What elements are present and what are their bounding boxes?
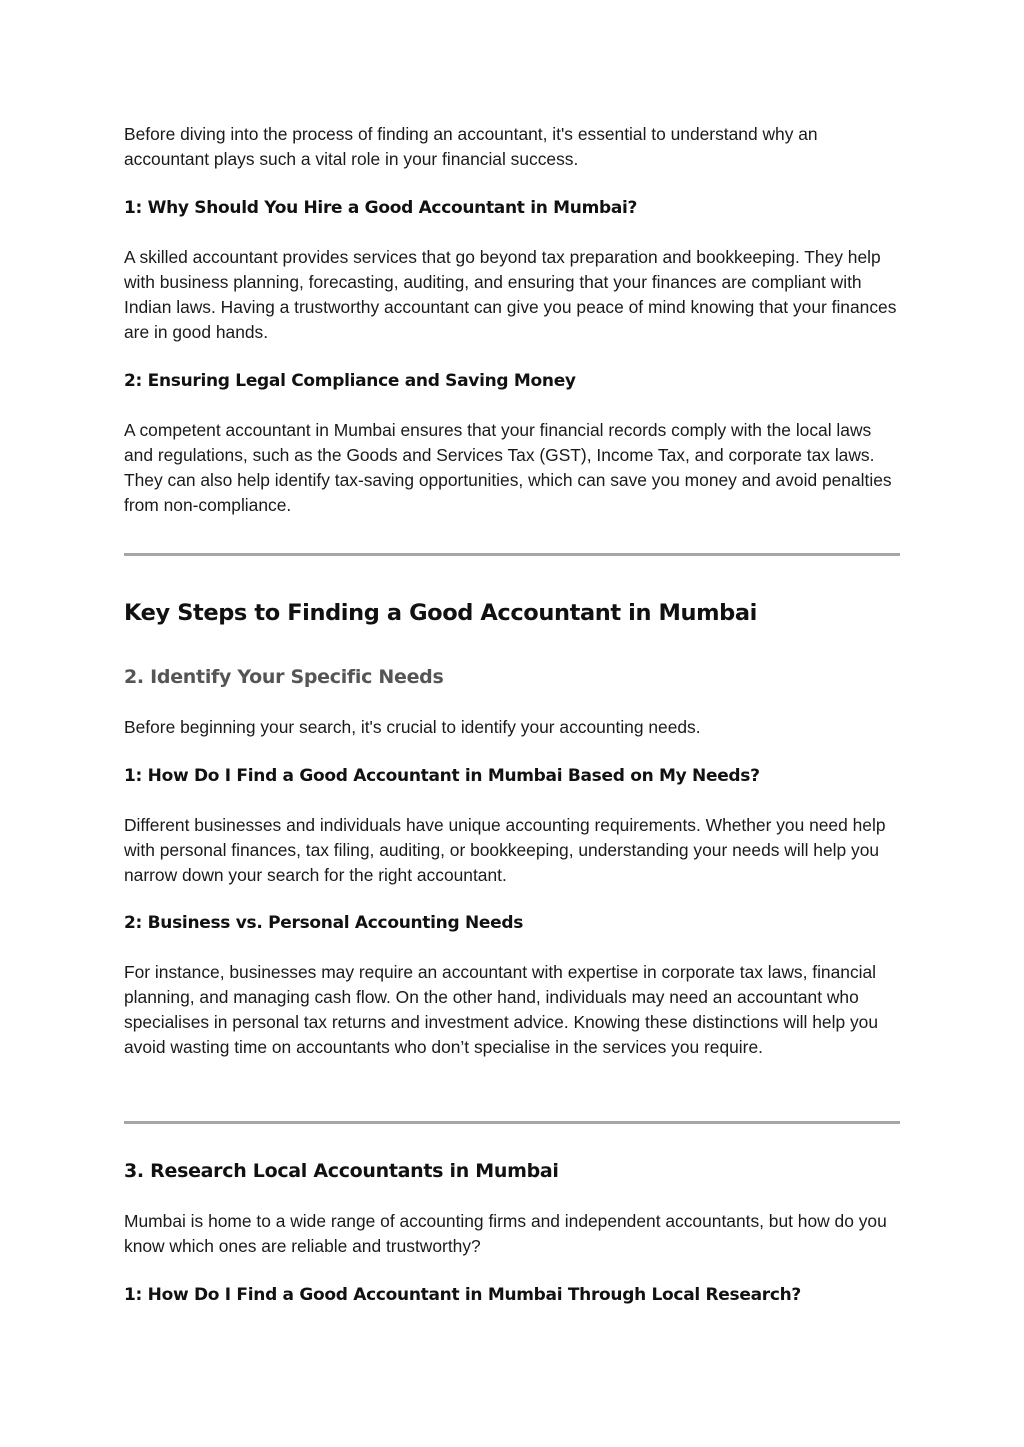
- identify-needs-paragraph: Before beginning your search, it's crucial to identify your accounting needs.: [124, 717, 701, 737]
- section-divider: [124, 1121, 900, 1124]
- business-vs-personal-heading: 2: Business vs. Personal Accounting Needs: [124, 913, 524, 933]
- why-hire-heading: 1: Why Should You Hire a Good Accountant in Mumbai?: [124, 198, 638, 218]
- section-divider: [124, 553, 900, 556]
- legal-compliance-heading: 2: Ensuring Legal Compliance and Saving Money: [124, 371, 576, 391]
- find-by-needs-heading: 1: How Do I Find a Good Accountant in Mumbai Based on My Needs?: [124, 766, 760, 786]
- intro-paragraph: Before diving into the process of finding an accountant, it's essential to understand why an accountant plays such a vital role in your financial success.: [124, 124, 818, 169]
- find-by-needs-paragraph: Different businesses and individuals have unique accounting requirements. Whether you need help with personal finances, tax filing, auditing, or bookkeeping, understanding your needs will help you narrow down your search for the right accountant.: [124, 815, 886, 885]
- why-hire-paragraph: A skilled accountant provides services that go beyond tax preparation and bookkeeping. They help with business planning, forecasting, auditing, and ensuring that your finances are compliant with Indian laws. Having a trustworthy accountant can give you peace of mind knowing that your finances are in good hands.: [124, 247, 897, 342]
- business-vs-personal-paragraph: For instance, businesses may require an accountant with expertise in corporate tax laws, financial planning, and managing cash flow. On the other hand, individuals may need an accountant who specialises in personal tax returns and investment advice. Knowing these distinctions will help you avoid wasting time on accountants who don’t specialise in the services you require.: [124, 962, 878, 1057]
- local-research-heading: 1: How Do I Find a Good Accountant in Mumbai Through Local Research?: [124, 1285, 801, 1305]
- legal-compliance-paragraph: A competent accountant in Mumbai ensures that your financial records comply with the local laws and regulations, such as the Goods and Services Tax (GST), Income Tax, and corporate tax laws. They can also help identify tax-saving opportunities, which can save you money and avoid penalties from non-compliance.: [124, 420, 892, 515]
- identify-needs-heading: 2. Identify Your Specific Needs: [124, 666, 444, 688]
- research-local-heading: 3. Research Local Accountants in Mumbai: [124, 1160, 559, 1182]
- research-local-paragraph: Mumbai is home to a wide range of accounting firms and independent accountants, but how do you know which ones are reliable and trustworthy?: [124, 1211, 887, 1256]
- key-steps-title: Key Steps to Finding a Good Accountant in Mumbai: [124, 600, 757, 626]
